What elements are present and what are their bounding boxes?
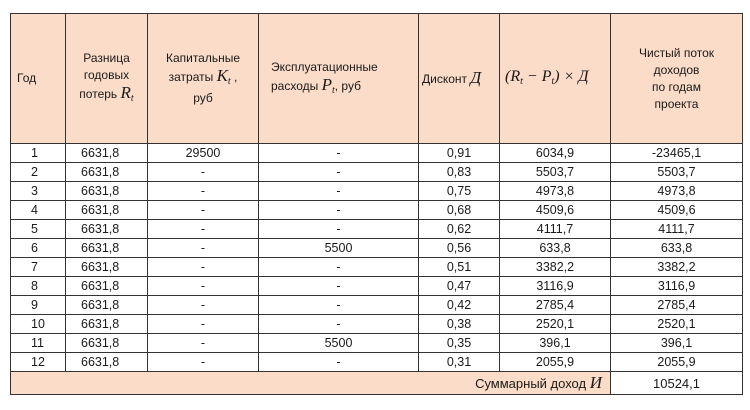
cell-year: 12 [11, 353, 66, 372]
cell-net-flow: 4509,6 [611, 201, 743, 220]
cell-discounted-value: 633,8 [500, 239, 611, 258]
cell-discount: 0,83 [419, 163, 500, 182]
cell-discounted-value: 4973,8 [500, 182, 611, 201]
cell-net-flow: 4111,7 [611, 220, 743, 239]
table-row [11, 353, 743, 372]
header-discount: Дисконт Д [419, 14, 500, 144]
cell-year: 7 [11, 258, 66, 277]
cell-discount: 0,91 [419, 144, 500, 163]
table-footer [11, 372, 743, 395]
cell-opex: - [259, 163, 419, 182]
cell-loss-diff: 6631,8 [66, 353, 148, 372]
total-row [11, 372, 743, 395]
project-cashflow-table [10, 13, 743, 395]
header-opex: Эксплуатационные расходы $P_t$, руб [259, 14, 419, 144]
cell-opex: - [259, 258, 419, 277]
cell-opex: 5500 [259, 239, 419, 258]
cell-loss-diff: 6631,8 [66, 239, 148, 258]
cell-capex: - [148, 315, 259, 334]
cell-capex: - [148, 353, 259, 372]
cell-capex: - [148, 163, 259, 182]
cell-loss-diff: 6631,8 [66, 201, 148, 220]
cell-discounted-value: 3116,9 [500, 277, 611, 296]
cell-loss-diff: 6631,8 [66, 334, 148, 353]
header-loss-diff: Разница годовых потерь $R_t$ [66, 14, 148, 144]
cell-loss-diff: 6631,8 [66, 220, 148, 239]
cell-capex: - [148, 220, 259, 239]
cell-discount: 0,56 [419, 239, 500, 258]
cell-discounted-value: 2055,9 [500, 353, 611, 372]
cell-net-flow: 4973,8 [611, 182, 743, 201]
cell-capex: - [148, 258, 259, 277]
cell-net-flow: 2520,1 [611, 315, 743, 334]
cell-net-flow: 2785,4 [611, 296, 743, 315]
cell-discount: 0,31 [419, 353, 500, 372]
table-row [11, 239, 743, 258]
header-year: Год [11, 14, 66, 144]
cell-discount: 0,62 [419, 220, 500, 239]
cell-opex: - [259, 201, 419, 220]
cell-opex: - [259, 315, 419, 334]
cell-year: 2 [11, 163, 66, 182]
cell-loss-diff: 6631,8 [66, 163, 148, 182]
cell-capex: - [148, 201, 259, 220]
cell-discount: 0,42 [419, 296, 500, 315]
cell-discount: 0,75 [419, 182, 500, 201]
table-row [11, 144, 743, 163]
cell-opex: 5500 [259, 334, 419, 353]
cell-net-flow: 396,1 [611, 334, 743, 353]
cell-net-flow: 5503,7 [611, 163, 743, 182]
total-value-cell: 10524,1 [611, 372, 743, 395]
cell-loss-diff: 6631,8 [66, 258, 148, 277]
cell-loss-diff: 6631,8 [66, 277, 148, 296]
cell-discount: 0,47 [419, 277, 500, 296]
cell-loss-diff: 6631,8 [66, 144, 148, 163]
table-row [11, 334, 743, 353]
cell-net-flow: -23465,1 [611, 144, 743, 163]
cell-discounted-value: 6034,9 [500, 144, 611, 163]
cell-year: 8 [11, 277, 66, 296]
cell-year: 5 [11, 220, 66, 239]
cell-year: 1 [11, 144, 66, 163]
cell-discounted-value: 5503,7 [500, 163, 611, 182]
header-capex: Капитальные затраты $K_t$ , руб [148, 14, 259, 144]
cell-capex: - [148, 277, 259, 296]
table-row [11, 258, 743, 277]
cell-year: 11 [11, 334, 66, 353]
cell-discount: 0,51 [419, 258, 500, 277]
cell-net-flow: 2055,9 [611, 353, 743, 372]
cell-discount: 0,38 [419, 315, 500, 334]
cell-capex: - [148, 182, 259, 201]
cell-year: 3 [11, 182, 66, 201]
table-row [11, 296, 743, 315]
cell-loss-diff: 6631,8 [66, 315, 148, 334]
cell-year: 9 [11, 296, 66, 315]
cell-discounted-value: 4509,6 [500, 201, 611, 220]
formula-expression: $(R_t - P_t) \times Д$ [505, 67, 589, 87]
cell-opex: - [259, 144, 419, 163]
table-row [11, 315, 743, 334]
cell-opex: - [259, 353, 419, 372]
cell-net-flow: 3382,2 [611, 258, 743, 277]
cell-loss-diff: 6631,8 [66, 296, 148, 315]
cell-net-flow: 3116,9 [611, 277, 743, 296]
cell-loss-diff: 6631,8 [66, 182, 148, 201]
cell-discount: 0,68 [419, 201, 500, 220]
cell-discount: 0,35 [419, 334, 500, 353]
cell-opex: - [259, 296, 419, 315]
header-net-flow: Чистый поток доходов по годам проекта [611, 14, 743, 144]
table-body [11, 144, 743, 372]
total-label-cell: Суммарный доход И [11, 372, 611, 395]
cell-discounted-value: 2520,1 [500, 315, 611, 334]
cell-capex: - [148, 334, 259, 353]
cell-discounted-value: 396,1 [500, 334, 611, 353]
cell-discounted-value: 2785,4 [500, 296, 611, 315]
cell-capex: 29500 [148, 144, 259, 163]
table-container [10, 13, 742, 395]
cell-discounted-value: 4111,7 [500, 220, 611, 239]
cell-net-flow: 633,8 [611, 239, 743, 258]
cell-capex: - [148, 296, 259, 315]
table-row [11, 163, 743, 182]
cell-opex: - [259, 277, 419, 296]
cell-discounted-value: 3382,2 [500, 258, 611, 277]
table-row [11, 220, 743, 239]
cell-year: 10 [11, 315, 66, 334]
header-row [11, 14, 743, 144]
table-row [11, 201, 743, 220]
cell-year: 4 [11, 201, 66, 220]
table-row [11, 277, 743, 296]
cell-capex: - [148, 239, 259, 258]
cell-opex: - [259, 182, 419, 201]
cell-opex: - [259, 220, 419, 239]
table-row [11, 182, 743, 201]
cell-year: 6 [11, 239, 66, 258]
table-header [11, 14, 743, 144]
header-formula [500, 14, 611, 144]
